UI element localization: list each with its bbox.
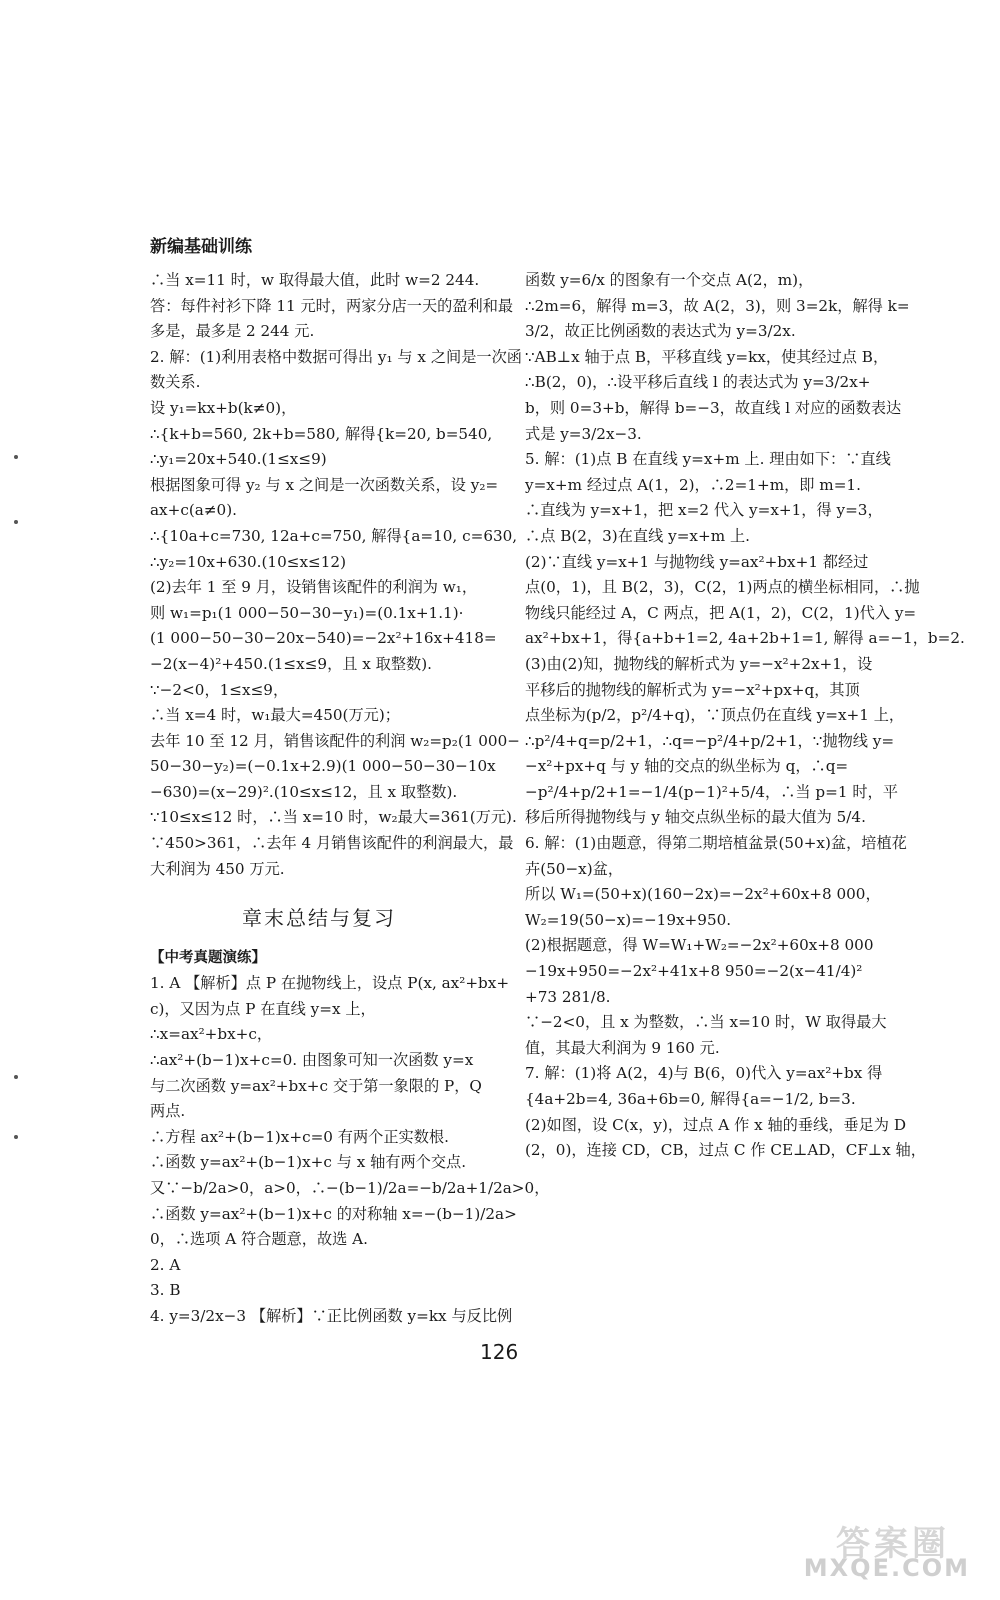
text-line: (3)由(2)知，抛物线的解析式为 y=−x²+2x+1，设 [525,654,873,673]
text-line: 50−30−y₂)=(−0.1x+2.9)(1 000−50−30−10x [150,757,496,776]
text-line: ∴{10a+c=730, 12a+c=750, 解得{a=10, c=630, [150,526,518,545]
text-line: 则 w₁=p₁(1 000−50−30−y₁)=(0.1x+1.1)· [150,603,464,622]
text-line: 2. A [150,1255,181,1274]
text-line: ∵−2<0，且 x 为整数，∴当 x=10 时，W 取得最大 [525,1013,887,1032]
text-line: −630)=(x−29)².(10≤x≤12，且 x 取整数). [150,782,458,801]
text-line: 点(0，1)，且 B(2，3)，C(2，1)两点的横坐标相同，∴抛 [525,578,920,597]
text-line: (1 000−50−30−20x−540)=−2x²+16x+418= [150,629,497,648]
text-line: 5. 解：(1)点 B 在直线 y=x+m 上. 理由如下：∵直线 [525,450,891,469]
text-line: ∴y₂=10x+630.(10≤x≤12) [150,552,347,571]
text-line: 式是 y=3/2x−3. [525,424,642,443]
subhead: 【中考真题演练】 [150,950,266,967]
margin-dot [14,455,18,459]
text-line: −x²+px+q 与 y 轴的交点的纵坐标为 q，∴q= [525,757,849,776]
text-line: 0，∴选项 A 符合题意，故选 A. [150,1230,368,1249]
text-line: 平移后的抛物线的解析式为 y=−x²+px+q，其顶 [525,680,860,699]
text-line: y=x+m 经过点 A(1，2)，∴2=1+m，即 m=1. [525,475,861,494]
text-line: 与二次函数 y=ax²+bx+c 交于第一象限的 P，Q [150,1076,482,1095]
text-line: ∵AB⊥x 轴于点 B，平移直线 y=kx，使其经过点 B， [525,347,889,366]
text-line: 3/2，故正比例函数的表达式为 y=3/2x. [525,322,796,341]
text-line: 又∵−b/2a>0，a>0，∴−(b−1)/2a=−b/2a+1/2a>0， [150,1179,550,1197]
text-line: ∴函数 y=ax²+(b−1)x+c 与 x 轴有两个交点. [150,1153,467,1172]
text-line: W₂=19(50−x)=−19x+950. [525,910,732,929]
text-line: ∴ax²+(b−1)x+c=0. 由图象可知一次函数 y=x [150,1051,474,1070]
watermark [770,1516,970,1586]
text-line: (2)根据题意，得 W=W₁+W₂=−2x²+60x+8 000 [525,936,874,955]
text-line: 7. 解：(1)将 A(2，4)与 B(6，0)代入 y=ax²+bx 得 [525,1064,883,1083]
text-line: 多是，最多是 2 244 元. [150,322,315,341]
text-line: {4a+2b=4, 36a+6b=0, 解得{a=−1/2, b=3. [525,1090,856,1108]
text-line: (2)∵直线 y=x+1 与抛物线 y=ax²+bx+1 都经过 [525,552,869,571]
text-line: 两点. [150,1102,186,1121]
page-header: 新编基础训练 [150,237,252,257]
text-line: ax+c(a≠0). [150,501,237,520]
left-column [150,268,550,1330]
text-line: 卉(50−x)盆， [525,859,624,878]
left-bottom-lines [150,971,550,1329]
watermark-top: 答案圈 [836,1524,950,1564]
text-line: ∴{k+b=560, 2k+b=580, 解得{k=20, b=540, [150,424,493,443]
text-line: 所以 W₁=(50+x)(160−2x)=−2x²+60x+8 000， [525,885,881,904]
text-line: ∴直线为 y=x+1，把 x=2 代入 y=x+1，得 y=3， [525,501,883,520]
text-line: 移后所得抛物线与 y 轴交点纵坐标的最大值为 5/4. [525,808,866,827]
text-line: 设 y₁=kx+b(k≠0)， [150,398,297,417]
text-line: (2)去年 1 至 9 月，设销售该配件的利润为 w₁， [150,578,478,597]
margin-dot [14,520,18,524]
text-line: ∴B(2，0)，∴设平移后直线 l 的表达式为 y=3/2x+ [525,373,871,392]
text-line: ∴点 B(2，3)在直线 y=x+m 上. [525,526,750,545]
text-line: 1. A 【解析】点 P 在抛物线上，设点 P(x, ax²+bx+ [150,974,510,993]
text-line: 函数 y=6/x 的图象有一个交点 A(2，m)， [525,271,814,289]
text-line: 大利润为 450 万元. [150,859,285,878]
text-line: 3. B [150,1281,181,1300]
right-lines [525,268,965,1164]
text-line: c)，又因为点 P 在直线 y=x 上， [150,999,376,1018]
left-top-lines [150,268,522,882]
text-line: −19x+950=−2x²+41x+8 950=−2(x−41/4)² [525,962,863,981]
text-line: ∴当 x=4 时，w₁最大=450(万元)； [150,706,400,725]
text-line: −p²/4+p/2+1=−1/4(p−1)²+5/4，∴当 p=1 时，平 [525,782,898,801]
text-line: 答：每件衬衫下降 11 元时，两家分店一天的盈利和最 [150,296,514,315]
text-line: 点坐标为(p/2，p²/4+q)，∵顶点仍在直线 y=x+1 上， [525,706,905,725]
text-line: ∴x=ax²+bx+c， [150,1025,273,1044]
text-line: ∴方程 ax²+(b−1)x+c=0 有两个正实数根. [150,1127,449,1146]
text-line: ∴y₁=20x+540.(1≤x≤9) [150,450,327,469]
page-number: 126 [480,1340,519,1364]
text-line: 6. 解：(1)由题意，得第二期培植盆景(50+x)盆，培植花 [525,834,907,853]
text-line: ax²+bx+1，得{a+b+1=2, 4a+2b+1=1, 解得 a=−1，b=2. [525,629,965,648]
text-line: ∴当 x=11 时，w 取得最大值，此时 w=2 244. [150,271,480,289]
text-line: ∴p²/4+q=p/2+1，∴q=−p²/4+p/2+1，∵抛物线 y= [525,731,895,750]
text-line: 物线只能经过 A，C 两点，把 A(1，2)，C(2，1)代入 y= [525,603,917,622]
margin-dot [14,1075,18,1079]
section-title: 章末总结与复习 [242,906,396,931]
text-line: 去年 10 至 12 月，销售该配件的利润 w₂=p₂(1 000− [150,731,520,750]
text-line: ∵450>361，∴去年 4 月销售该配件的利润最大，最 [150,834,514,853]
right-column [525,268,965,1164]
text-line: +73 281/8. [525,987,611,1006]
watermark-bottom: MXQE.COM [803,1554,970,1582]
text-line: ∵−2<0，1≤x≤9， [150,680,289,699]
text-line: 2. 解：(1)利用表格中数据可得出 y₁ 与 x 之间是一次函 [150,347,522,366]
text-line: −2(x−4)²+450.(1≤x≤9，且 x 取整数). [150,654,432,673]
text-line: ∵10≤x≤12 时，∴当 x=10 时，w₂最大=361(万元). [150,808,517,827]
text-line: 根据图象可得 y₂ 与 x 之间是一次函数关系，设 y₂= [150,475,499,494]
text-line: 4. y=3/2x−3 【解析】∵正比例函数 y=kx 与反比例 [150,1306,513,1325]
text-line: ∴2m=6，解得 m=3，故 A(2，3)，则 3=2k，解得 k= [525,296,910,315]
text-line: 数关系. [150,373,201,392]
text-line: (2，0)，连接 CD，CB，过点 C 作 CE⊥AD，CF⊥x 轴， [525,1141,926,1160]
text-line: b，则 0=3+b，解得 b=−3，故直线 l 对应的函数表达 [525,398,902,417]
margin-dot [14,1135,18,1139]
text-line: ∴函数 y=ax²+(b−1)x+c 的对称轴 x=−(b−1)/2a> [150,1204,517,1223]
text-line: 值，其最大利润为 9 160 元. [525,1038,720,1057]
text-line: (2)如图，设 C(x，y)，过点 A 作 x 轴的垂线，垂足为 D [525,1115,906,1134]
